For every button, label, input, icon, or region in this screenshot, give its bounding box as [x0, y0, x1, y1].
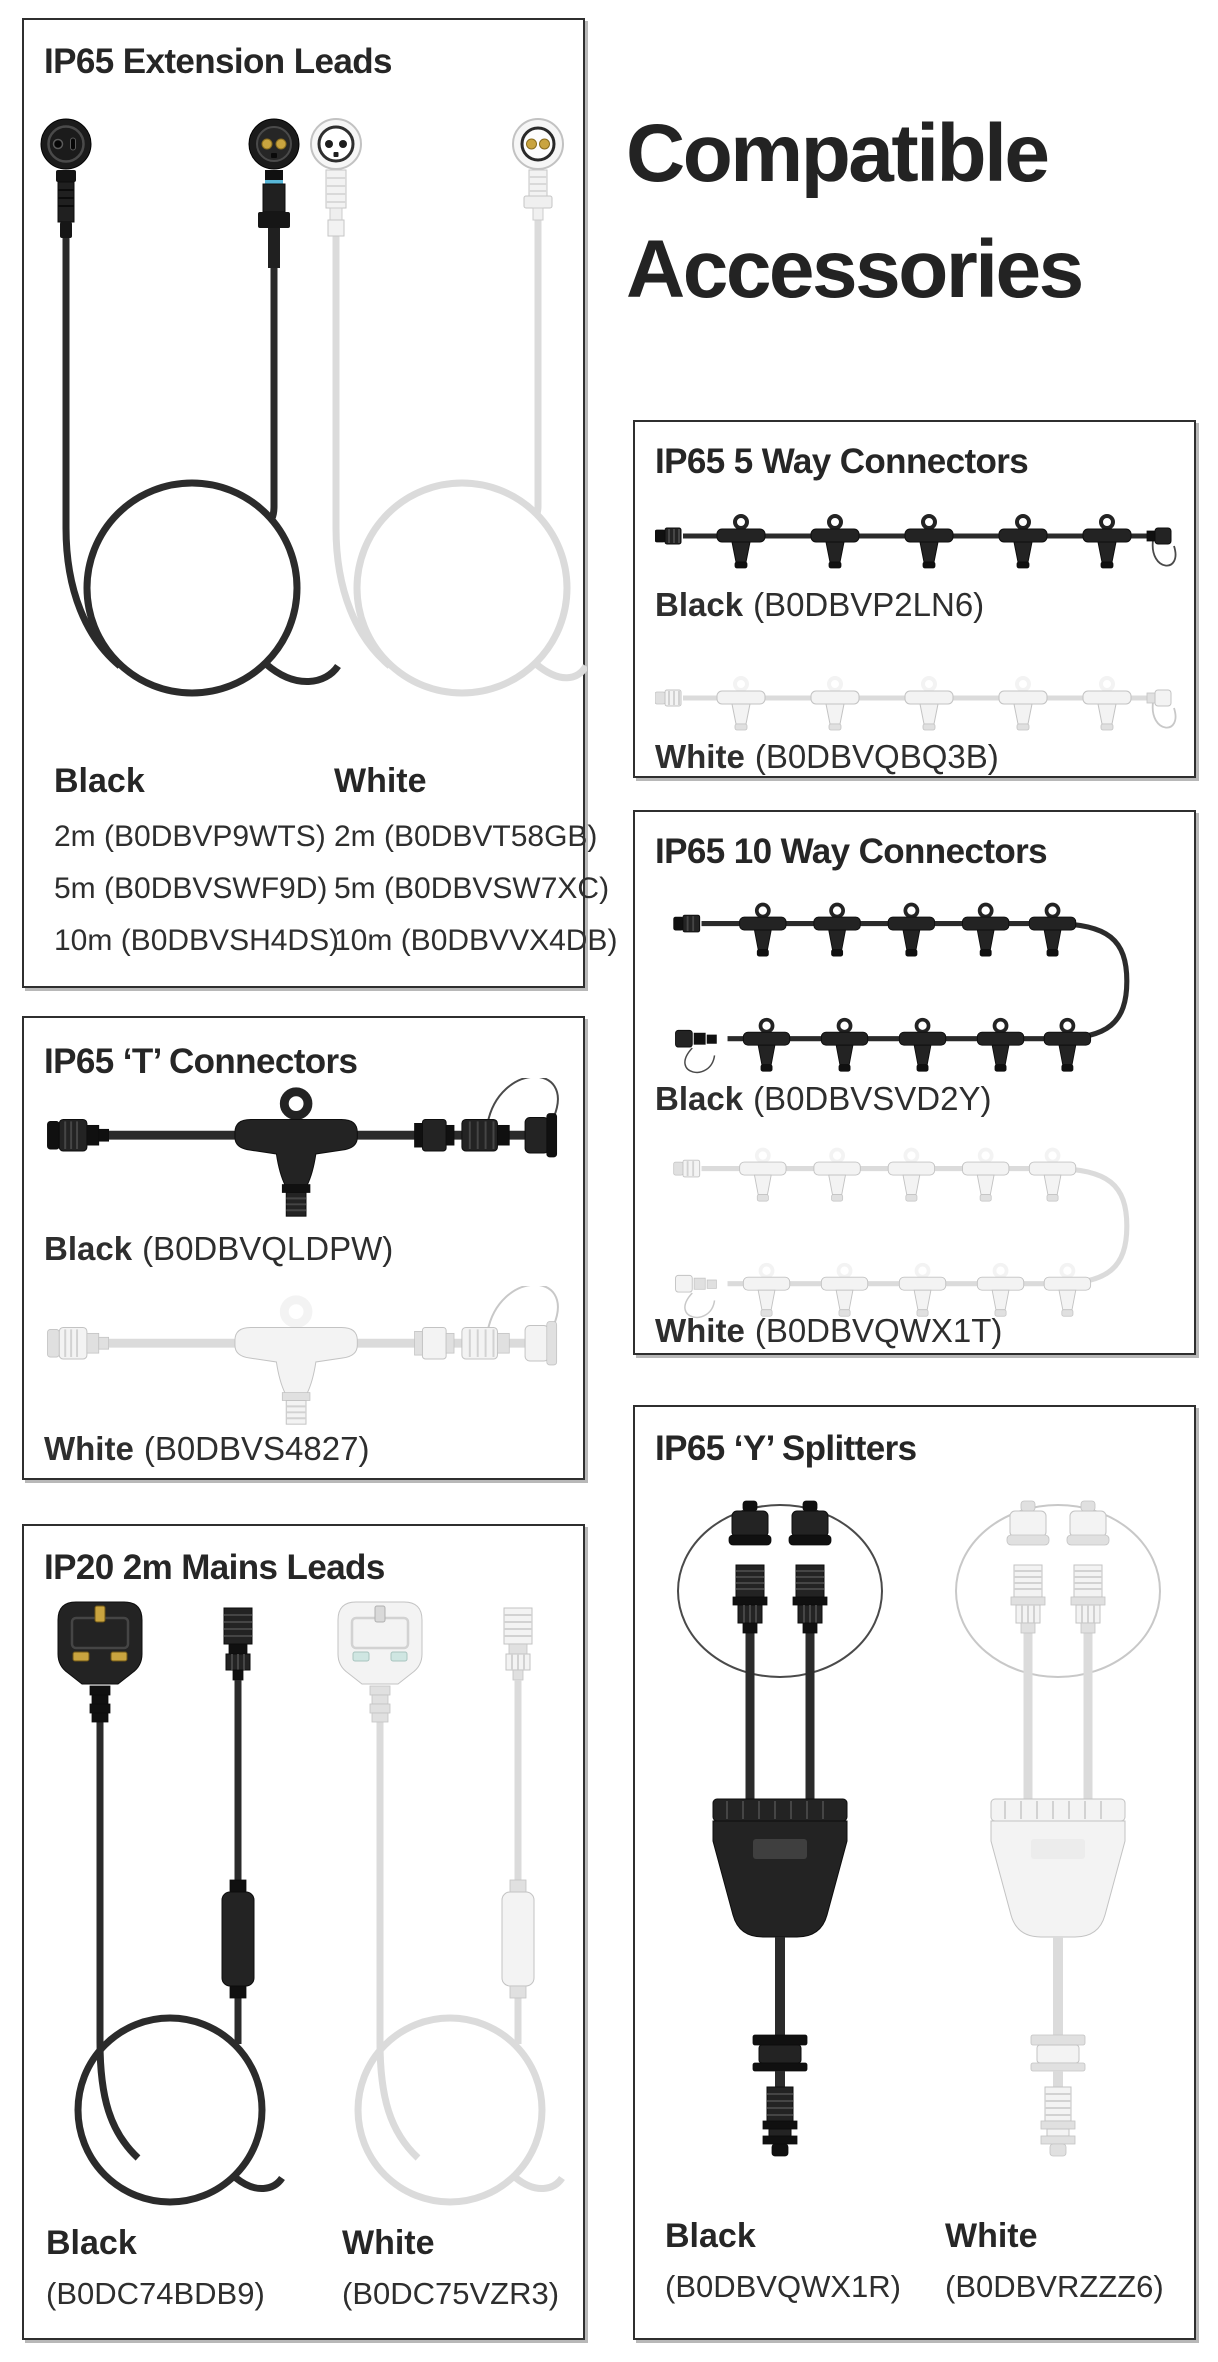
inline-controller	[502, 1892, 534, 1986]
asin-item: 10m (B0DBVVX4DB)	[334, 924, 618, 957]
asin-code: (B0DBVQBQ3B)	[754, 738, 999, 775]
threaded-connector	[1011, 1565, 1045, 1633]
page-title-line2: Accessories	[626, 224, 1082, 315]
earth-pin	[95, 1606, 105, 1622]
color-label-white: White	[655, 738, 745, 775]
locking-nut	[1031, 2035, 1085, 2071]
product-line-black	[44, 1230, 393, 1268]
uk-plug	[58, 1602, 142, 1684]
strain-relief	[90, 1686, 110, 1722]
color-label-black: Black	[655, 586, 744, 623]
threaded-connector	[793, 1565, 827, 1633]
end-connector	[763, 2087, 797, 2156]
five-way-black-illustration	[655, 500, 1178, 578]
y-splitter-white	[956, 1501, 1160, 2156]
earth-pin	[375, 1606, 385, 1622]
cable-loop	[87, 483, 297, 693]
extension-leads-illustration	[24, 108, 587, 748]
section-title: IP65 ‘T’ Connectors	[44, 1042, 358, 1081]
strain-relief	[370, 1686, 390, 1722]
end-cap	[525, 1325, 549, 1361]
protective-cap	[1067, 1501, 1109, 1545]
hanging-loop	[284, 1092, 308, 1116]
protective-cap	[1007, 1501, 1049, 1545]
asin-code: (B0DBVRZZZ6)	[945, 2269, 1164, 2304]
section-y-splitters	[633, 1405, 1196, 2340]
end-cap	[1155, 690, 1171, 706]
five-way-white-illustration	[655, 662, 1178, 740]
product-line-white	[655, 1312, 1002, 1350]
protective-cap	[789, 1501, 831, 1545]
y-body	[713, 1821, 847, 1937]
threaded-connector	[1071, 1565, 1105, 1633]
y-splitters-illustration	[635, 1475, 1198, 2205]
color-label-black: Black	[665, 2217, 756, 2255]
product-line-black	[655, 586, 984, 624]
extension-lead-black	[41, 119, 338, 693]
color-label-black: Black	[44, 1230, 133, 1267]
color-label-black: Black	[46, 2224, 137, 2262]
locking-nut	[753, 2035, 807, 2071]
mains-lead-white	[338, 1602, 562, 2202]
threaded-connector	[504, 1608, 532, 1680]
end-cap	[525, 1117, 549, 1153]
section-title: IP65 ‘Y’ Splitters	[655, 1429, 917, 1468]
page-title	[626, 96, 1082, 328]
section-title: IP20 2m Mains Leads	[44, 1548, 385, 1587]
t-connector-white-illustration	[44, 1286, 567, 1436]
threaded-connector	[224, 1608, 252, 1680]
asin-item: 2m (B0DBVP9WTS)	[54, 820, 326, 853]
uk-plug	[338, 1602, 422, 1684]
product-line-white	[655, 738, 999, 776]
mains-lead-black	[58, 1602, 282, 2202]
color-label-white: White	[334, 762, 427, 800]
section-title: IP65 10 Way Connectors	[655, 832, 1048, 871]
asin-code: (B0DBVQWX1T)	[754, 1312, 1003, 1349]
asin-item: 5m (B0DBVSW7XC)	[334, 872, 610, 905]
threaded-connector	[733, 1565, 767, 1633]
section-t-connectors	[22, 1016, 585, 1480]
section-five-way-connectors	[633, 420, 1196, 778]
blue-seal-ring	[265, 180, 283, 184]
extension-lead-white	[311, 119, 586, 693]
color-label-black: Black	[54, 762, 145, 800]
product-line-white	[44, 1430, 369, 1468]
product-line-black	[655, 1080, 991, 1118]
hanging-loop	[284, 1300, 308, 1324]
asin-item: 10m (B0DBVSH4DS)	[54, 924, 340, 957]
t-drop-connectors	[740, 905, 1091, 1072]
inline-controller	[222, 1892, 254, 1986]
section-mains-leads	[22, 1524, 585, 2340]
color-label-black: Black	[655, 1080, 744, 1117]
end-cap	[676, 1030, 693, 1047]
round-connector-socket-black	[41, 119, 91, 169]
asin-code: (B0DC75VZR3)	[342, 2276, 560, 2311]
asin-code: (B0DBVSVD2Y)	[753, 1080, 992, 1117]
asin-code: (B0DC74BDB9)	[46, 2276, 265, 2311]
round-connector-socket-white	[311, 119, 361, 169]
asin-code: (B0DBVQWX1R)	[665, 2269, 901, 2304]
section-title: IP65 5 Way Connectors	[655, 442, 1029, 481]
color-label-white: White	[44, 1430, 134, 1467]
round-connector-pins-white	[513, 119, 563, 169]
asin-item: 5m (B0DBVSWF9D)	[54, 872, 328, 905]
end-connector	[1041, 2087, 1075, 2156]
color-label-white: White	[945, 2217, 1038, 2255]
section-extension-leads	[22, 18, 618, 988]
section-ten-way-connectors	[633, 810, 1196, 1355]
color-label-white: White	[655, 1312, 745, 1349]
ten-way-white-illustration	[655, 1137, 1178, 1319]
asin-item: 2m (B0DBVT58GB)	[334, 820, 598, 853]
t-drop-connectors	[740, 1150, 1091, 1317]
t-connector-black-illustration	[44, 1078, 567, 1228]
mains-leads-illustration	[34, 1592, 577, 2212]
end-cap	[676, 1275, 693, 1292]
asin-code: (B0DBVP2LN6)	[753, 586, 985, 623]
t-drop-connectors	[717, 678, 1131, 730]
asin-code: (B0DBVS4827)	[143, 1430, 370, 1467]
round-connector-pins-black	[249, 119, 299, 169]
section-title: IP65 Extension Leads	[44, 42, 392, 81]
t-drop-connectors	[717, 516, 1131, 568]
page-title-line1: Compatible	[626, 108, 1048, 199]
color-label-white: White	[342, 2224, 435, 2262]
y-splitter-black	[678, 1501, 882, 2156]
ten-way-black-illustration	[655, 892, 1178, 1074]
y-body	[991, 1821, 1125, 1937]
asin-code: (B0DBVQLDPW)	[142, 1230, 394, 1267]
end-cap	[1155, 528, 1171, 544]
protective-cap	[729, 1501, 771, 1545]
